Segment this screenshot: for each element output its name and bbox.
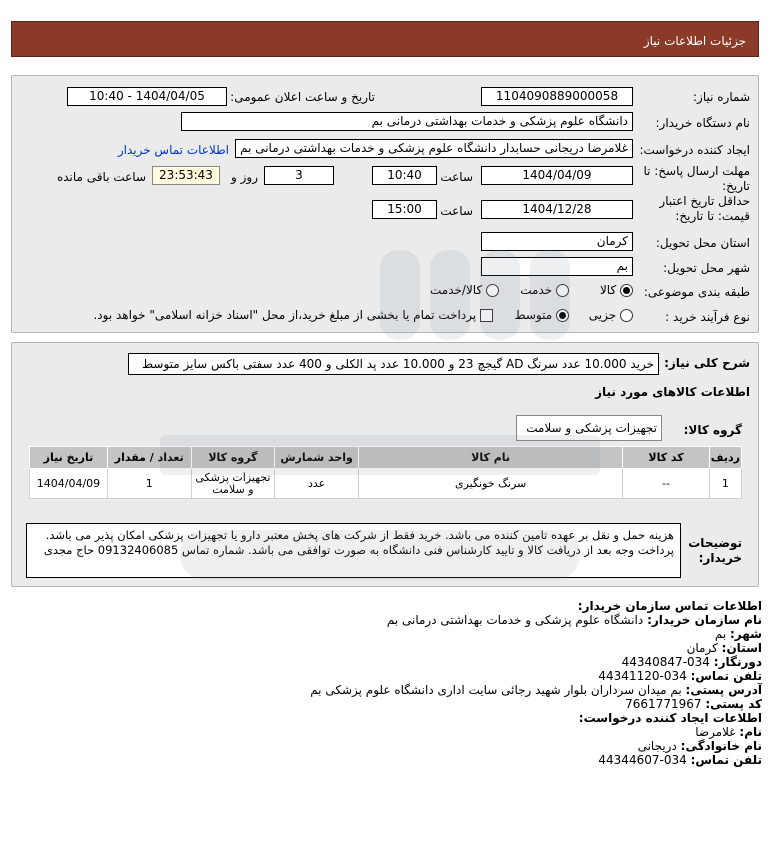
need-number-field[interactable]: 1104090889000058 <box>481 87 633 106</box>
city-field[interactable]: بم <box>481 257 633 276</box>
need-info-panel <box>11 75 759 333</box>
remaining-time-field: 23:53:43 <box>152 166 220 185</box>
need-number-label: شماره نیاز: <box>693 90 750 104</box>
cell-qty: 1 <box>107 469 191 499</box>
contact-postal: کد پستی: 7661771967 <box>625 697 762 711</box>
buyer-org-label: نام دستگاه خریدار: <box>655 116 750 130</box>
validity-date-field[interactable]: 1404/12/28 <box>481 200 633 219</box>
goods-table-header <box>30 447 742 469</box>
category-goods-option[interactable] <box>600 283 633 297</box>
payment-note: پرداخت تمام یا بخشی از مبلغ خرید،از محل "اسناد خزانه اسلامی" خواهد بود. <box>93 308 477 322</box>
province-field[interactable]: کرمان <box>481 232 633 251</box>
process-medium-radio[interactable] <box>556 309 569 322</box>
creator-title: اطلاعات ایجاد کننده درخواست: <box>578 711 762 725</box>
deadline-time-field[interactable]: 10:40 <box>372 166 437 185</box>
days-label: روز و <box>231 170 258 184</box>
category-goods-radio[interactable] <box>620 284 633 297</box>
process-label: نوع فرآیند خرید : <box>665 310 750 324</box>
contact-province: استان: کرمان <box>686 641 762 655</box>
process-medium-label: متوسط <box>514 308 553 322</box>
cell-code: -- <box>623 469 710 499</box>
notes-field: هزینه حمل و نقل بر عهده تامین کننده می باشد. خرید فقط از شرکت های پخش معتبر دارو یا تجهیزات پزشکی امکان پذیر می باشد. پرداخت وجه بعد از دریافت کالا و تایید کارشناس فنی دانشگاه به صورت توافقی می باشد. شماره تماس 09132406085 حاج مجدی <box>26 523 681 578</box>
days-field[interactable]: 3 <box>264 166 334 185</box>
process-minor-option[interactable] <box>589 308 633 322</box>
table-row <box>30 469 742 499</box>
deadline-date-field[interactable]: 1404/04/09 <box>481 166 633 185</box>
payment-option[interactable] <box>93 308 493 322</box>
creator-last-name: نام خانوادگی: دریجانی <box>637 739 762 753</box>
summary-label: شرح کلی نیاز: <box>664 356 750 370</box>
province-label: استان محل تحویل: <box>655 236 750 250</box>
goods-table <box>29 446 742 499</box>
contact-section <box>0 596 770 766</box>
validity-label: حداقل تاریخ اعتبار <box>659 194 750 208</box>
contact-city: شهر: بم <box>714 627 762 641</box>
creator-phone: تلفن تماس: 034-44344607 <box>598 753 762 767</box>
details-panel <box>11 342 759 587</box>
cell-unit: عدد <box>275 469 359 499</box>
validity-time-field[interactable]: 15:00 <box>372 200 437 219</box>
category-both-label: کالا/خدمت <box>429 283 483 297</box>
col-group: گروه کالا <box>191 447 275 469</box>
buyer-contact-link[interactable]: اطلاعات تماس خریدار <box>117 143 229 157</box>
deadline-time-label: ساعت <box>440 170 473 184</box>
process-minor-radio[interactable] <box>620 309 633 322</box>
creator-label: ایجاد کننده درخواست: <box>639 143 750 157</box>
goods-info-title: اطلاعات کالاهای مورد نیاز <box>595 385 750 399</box>
buyer-org-field[interactable]: دانشگاه علوم پزشکی و خدمات بهداشتی درمانی بم <box>181 112 633 131</box>
col-row: ردیف <box>709 447 741 469</box>
process-medium-option[interactable] <box>514 308 569 322</box>
col-unit: واحد شمارش <box>275 447 359 469</box>
contact-phone: تلفن تماس: 034-44341120 <box>598 669 762 683</box>
contact-fax: دورنگار: 034-44340847 <box>621 655 762 669</box>
creator-first-name: نام: غلامرضا <box>695 725 762 739</box>
payment-checkbox[interactable] <box>480 309 493 322</box>
city-label: شهر محل تحویل: <box>663 261 750 275</box>
col-code: کد کالا <box>623 447 710 469</box>
category-both-option[interactable] <box>430 283 499 297</box>
page-header <box>11 21 759 57</box>
cell-group: تجهیزات پزشکی و سلامت <box>191 469 275 499</box>
deadline-label: مهلت ارسال پاسخ: تا <box>643 164 750 178</box>
category-both-radio[interactable] <box>486 284 499 297</box>
category-service-radio[interactable] <box>556 284 569 297</box>
notes-label: توضیحات <box>688 536 742 550</box>
page-title: جزئیات اطلاعات نیاز <box>643 34 746 48</box>
col-qty: تعداد / مقدار <box>107 447 191 469</box>
cell-date: 1404/04/09 <box>30 469 108 499</box>
creator-field[interactable]: غلامرضا دریجانی حسابدار دانشگاه علوم پزشکی و خدمات بهداشتی درمانی بم <box>235 139 633 158</box>
category-goods-label: کالا <box>599 283 617 297</box>
contact-address: آدرس پستی: بم میدان سرداران بلوار شهید رجائی سایت اداری دانشگاه علوم پزشکی بم <box>310 683 762 697</box>
col-date: تاریخ نیاز <box>30 447 108 469</box>
category-service-label: خدمت <box>520 283 553 297</box>
col-name: نام کالا <box>358 447 622 469</box>
notes-label-buyer: خریدار: <box>698 551 742 565</box>
category-label: طبقه بندی موضوعی: <box>643 285 750 299</box>
validity-label-date: قیمت: تا تاریخ: <box>675 209 750 223</box>
goods-group-label: گروه کالا: <box>683 423 742 437</box>
goods-group-field: تجهیزات پزشکی و سلامت <box>516 415 662 441</box>
contact-org: نام سازمان خریدار: دانشگاه علوم پزشکی و خدمات بهداشتی درمانی بم <box>386 613 762 627</box>
announce-field[interactable]: 1404/04/05 - 10:40 <box>67 87 227 106</box>
process-minor-label: جزیی <box>588 308 617 322</box>
remaining-label: ساعت باقی مانده <box>56 170 146 184</box>
contact-title: اطلاعات تماس سازمان خریدار: <box>577 599 762 613</box>
validity-time-label: ساعت <box>440 204 473 218</box>
deadline-label-date: تاریخ: <box>722 179 750 193</box>
cell-name: سرنگ خونگیری <box>358 469 622 499</box>
category-service-option[interactable] <box>520 283 569 297</box>
summary-field: خرید 10.000 عدد سرنگ AD گیجچ 23 و 10.000 عدد پد الکلی و 400 عدد سفتی باکس سایز متوسط <box>128 353 659 375</box>
announce-label: تاریخ و ساعت اعلان عمومی: <box>230 90 375 104</box>
cell-row: 1 <box>709 469 741 499</box>
